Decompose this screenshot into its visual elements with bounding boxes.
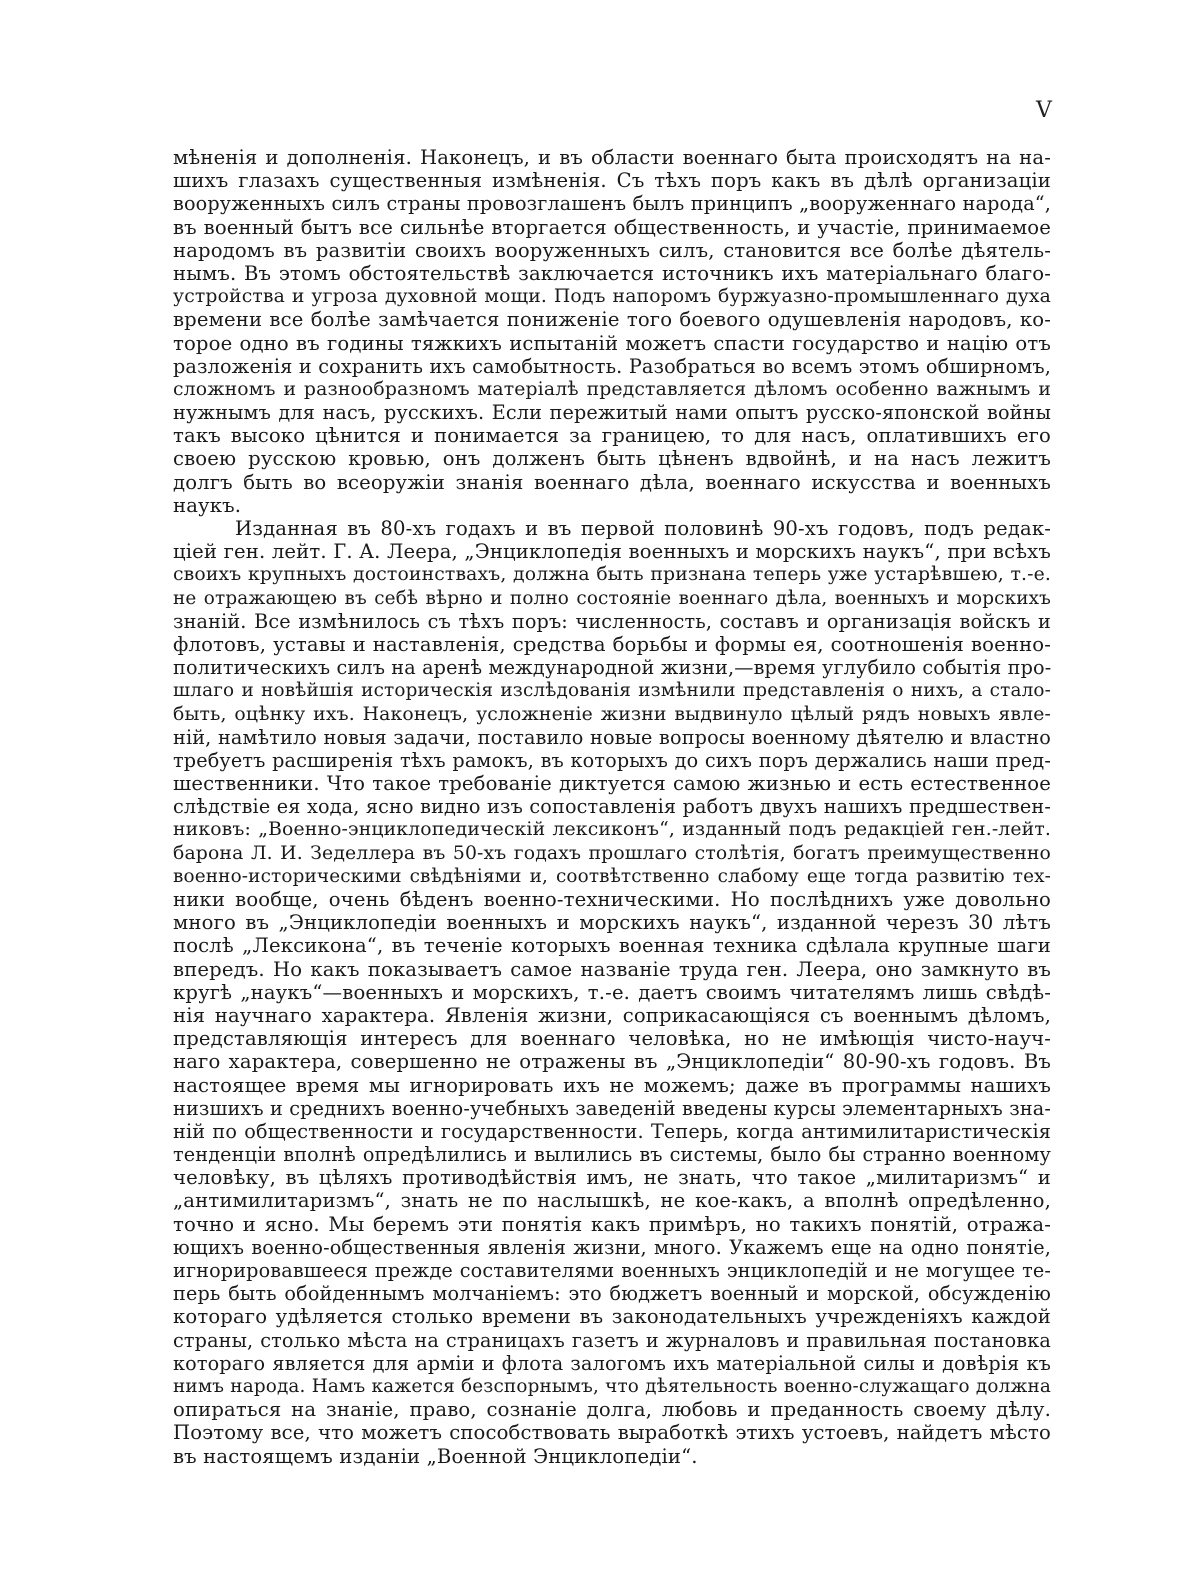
text-line: времени все болѣе замѣчается пониженіе того боевого одушевленія народовъ, ко- (173, 308, 1051, 332)
text-line: въ настоящемъ изданіи „Военной Энциклопедіи“. (173, 1444, 698, 1468)
text-line: Поэтому все, что можетъ способствовать выработкѣ этихъ устоевъ, найдетъ мѣсто (173, 1421, 1051, 1445)
text-line: представляющія интересъ для военнаго человѣка, но не имѣющія чисто-науч- (173, 1027, 1051, 1051)
body-text (173, 146, 1051, 1468)
text-line: нія научнаго характера. Явленія жизни, соприкасающіяся съ военнымъ дѣломъ, (173, 1003, 1051, 1027)
text-line: такъ высоко цѣнится и понимается за границею, то для насъ, оплатившихъ его (173, 424, 1051, 448)
text-line: наукъ. (173, 493, 242, 517)
text-line: долгъ быть во всеоружіи знанія военнаго дѣла, военнаго искусства и военныхъ (173, 470, 1051, 494)
text-line: наго характера, совершенно не отражены въ „Энциклопедіи“ 80-90-хъ годовъ. Въ (173, 1050, 1051, 1074)
text-line: настоящее время мы игнорировать ихъ не можемъ; даже въ программы нашихъ (173, 1073, 1051, 1097)
text-line: низшихъ и среднихъ военно-учебныхъ заведеній введены курсы элементарныхъ зна- (173, 1096, 1051, 1120)
text-line: быть, оцѣнку ихъ. Наконецъ, усложненіе жизни выдвинуло цѣлый рядъ новыхъ явле- (173, 703, 1051, 725)
text-line: ющихъ военно-общественныя явленія жизни, много. Укажемъ еще на одно понятіе, (173, 1235, 1051, 1259)
text-line: мѣненія и дополненія. Наконецъ, и въ области военнаго быта происходятъ на на- (173, 146, 1051, 169)
text-line: знаній. Все измѣнилось съ тѣхъ поръ: численность, составъ и организація войскъ и (173, 609, 1051, 633)
text-line: котораго является для арміи и флота залогомъ ихъ матеріальной силы и довѣрія къ (173, 1351, 1051, 1375)
text-line: торое одно въ годины тяжкихъ испытаній можетъ спасти государство и націю отъ (173, 331, 1051, 355)
text-line: много въ „Энциклопедіи военныхъ и морскихъ наукъ“, изданной черезъ 30 лѣтъ (173, 911, 1051, 935)
text-line: шественники. Что такое требованіе диктуется самою жизнью и есть естественное (173, 772, 1051, 796)
text-line: требуетъ расширенія тѣхъ рамокъ, въ которыхъ до сихъ поръ держались наши пред- (173, 748, 1051, 772)
text-line: „антимилитаризмъ“, знать не по наслышкѣ, не кое-какъ, а вполнѣ опредѣленно, (173, 1189, 1051, 1213)
text-line: перь быть обойденнымъ молчаніемъ: это бюджетъ военный и морской, обсужденію (173, 1282, 1051, 1306)
text-line: разложенія и сохранить ихъ самобытность. Разобраться во всемъ этомъ обширномъ, (173, 354, 1051, 378)
page-number: V (1036, 98, 1052, 123)
text-line: тенденціи вполнѣ опредѣлились и вылились въ системы, было бы странно военному (173, 1143, 1051, 1167)
text-line: кругѣ „наукъ“—военныхъ и морскихъ, т.-е. даетъ своимъ читателямъ лишь свѣдѣ- (173, 980, 1051, 1004)
text-line: нимъ народа. Намъ кажется безспорнымъ, что дѣятельность военно-служащаго должна (173, 1375, 1051, 1397)
text-line: въ военный бытъ все сильнѣе вторгается общественность, и участіе, принимаемое (173, 215, 1051, 239)
text-line: точно и ясно. Мы беремъ эти понятія какъ примѣръ, но такихъ понятій, отража- (173, 1212, 1051, 1236)
text-line: человѣку, въ цѣляхъ противодѣйствія имъ, не знать, что такое „милитаризмъ“ и (173, 1166, 1051, 1190)
text-line: нужнымъ для насъ, русскихъ. Если пережитый нами опытъ русско-японской войны (173, 401, 1051, 425)
text-line: шихъ глазахъ существенныя измѣненія. Съ тѣхъ поръ какъ въ дѣлѣ организаціи (173, 169, 1051, 193)
text-line: котораго удѣляется столько времени въ законодательныхъ учрежденіяхъ каждой (173, 1305, 1051, 1329)
text-line: ники вообще, очень бѣденъ военно-техническими. Но послѣднихъ уже довольно (173, 888, 1051, 911)
text-line: барона Л. И. Зеделлера въ 50-хъ годахъ прошлаго столѣтія, богатъ преимущественно (173, 842, 1051, 864)
text-line: военно-историческими свѣдѣніями и, соотвѣтственно слабому еще тогда развитію тех- (173, 865, 1051, 887)
text-line: слѣдствіе ея хода, ясно видно изъ сопоставленія работъ двухъ нашихъ предшествен- (173, 795, 1051, 819)
text-line: вооруженныхъ силъ страны провозглашенъ былъ принципъ „вооруженнаго народа“, (173, 192, 1051, 216)
text-line: Изданная въ 80-хъ годахъ и въ первой половинѣ 90-хъ годовъ, подъ редак- (235, 517, 1051, 540)
text-line: игнорировавшееся прежде составителями военныхъ энциклопедій и не могущее те- (173, 1259, 1051, 1282)
text-line: устройства и угроза духовной мощи. Подъ напоромъ буржуазно-промышленнаго духа (173, 286, 1051, 308)
text-line: послѣ „Лексикона“, въ теченіе которыхъ военная техника сдѣлала крупные шаги (173, 934, 1051, 958)
text-line: народомъ въ развитіи своихъ вооруженныхъ силъ, становится все болѣе дѣятель- (173, 238, 1051, 262)
text-line: ціей ген. лейт. Г. А. Леера, „Энциклопедія военныхъ и морскихъ наукъ“, при всѣхъ (173, 540, 1051, 564)
text-line: опираться на знаніе, право, сознаніе долга, любовь и преданность своему дѣлу. (173, 1398, 1051, 1422)
text-line: своею русскою кровью, онъ долженъ быть цѣненъ вдвойнѣ, и на насъ лежитъ (173, 447, 1051, 471)
text-line: флотовъ, уставы и наставленія, средства борьбы и формы ея, соотношенія военно- (173, 632, 1051, 656)
text-line: сложномъ и разнообразномъ матеріалѣ представляется дѣломъ особенно важнымъ и (173, 378, 1051, 400)
text-line: страны, столько мѣста на страницахъ газетъ и журналовъ и правильная постановка (173, 1328, 1051, 1352)
text-line: впередъ. Но какъ показываетъ самое названіе труда ген. Леера, оно замкнуто въ (173, 957, 1051, 981)
text-line: политическихъ силъ на аренѣ международной жизни,—время углубило событія про- (173, 656, 1052, 680)
text-line: нымъ. Въ этомъ обстоятельствѣ заключается источникъ ихъ матеріальнаго благо- (173, 261, 1051, 285)
text-line: не отражающею въ себѣ вѣрно и полно состояніе военнаго дѣла, военныхъ и морскихъ (173, 587, 1051, 609)
text-line: ній, намѣтило новыя задачи, поставило новые вопросы военному дѣятелю и властно (173, 725, 1051, 749)
text-line: никовъ: „Военно-энциклопедическій лексиконъ“, изданный подъ редакціей ген.-лейт. (173, 819, 1051, 841)
text-line: своихъ крупныхъ достоинствахъ, должна быть признана теперь уже устарѣвшею, т.-е. (173, 564, 1051, 586)
text-line: ній по общественности и государственности. Теперь, когда антимилитаристическія (173, 1119, 1051, 1143)
text-line: шлаго и новѣйшія историческія изслѣдованія измѣнили представленія о нихъ, а стало- (173, 680, 1051, 702)
